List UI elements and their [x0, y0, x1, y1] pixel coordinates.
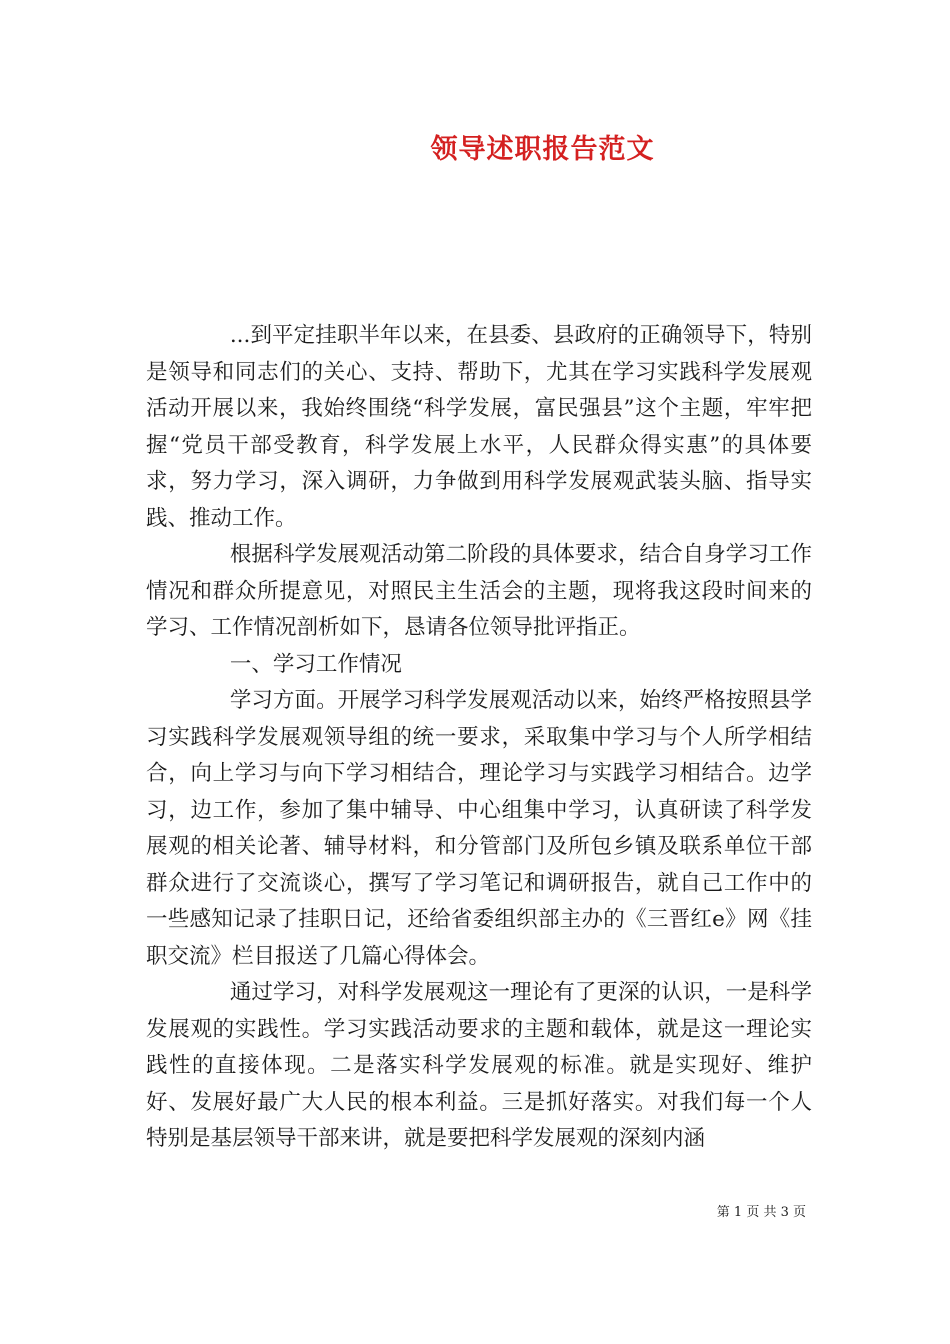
- paragraph-understanding: 通过学习，对科学发展观这一理论有了更深的认识，一是科学发展观的实践性。学习实践活动要求的主题和载体，就是这一理论实践性的直接体现。二是落实科学发展观的标准。就是实现好、维护好、发展好最广大人民的根本利益。三是抓好落实。对我们每一个人特别是基层领导干部来讲，就是要把科学发展观的深刻内涵: [146, 980, 812, 1151]
- document-body: [146, 318, 812, 1158]
- paragraph-purpose: 根据科学发展观活动第二阶段的具体要求，结合自身学习工作情况和群众所提意见，对照民主生活会的主题，现将我这段时间来的学习、工作情况剖析如下，恳请各位领导批评指正。: [146, 542, 812, 640]
- paragraph-study: 学习方面。开展学习科学发展观活动以来，始终严格按照县学习实践科学发展观领导组的统一要求，采取集中学习与个人所学相结合，向上学习与向下学习相结合，理论学习与实践学习相结合。边学习，边工作，参加了集中辅导、中心组集中学习，认真研读了科学发展观的相关论著、辅导材料，和分管部门及所包乡镇及联系单位干部群众进行了交流谈心，撰写了学习笔记和调研报告，就自己工作中的一些感知记录了挂职日记，还给省委组织部主办的《三晋红e》网《挂职交流》栏目报送了几篇心得体会。: [146, 688, 812, 969]
- page-number-footer: 第 1 页 共 3 页: [716, 1205, 806, 1220]
- section-heading: 一、学习工作情况: [229, 651, 402, 677]
- paragraph-intro: ...到平定挂职半年以来，在县委、县政府的正确领导下，特别是领导和同志们的关心、支持、帮助下，尤其在学习实践科学发展观活动开展以来，我始终围绕“科学发展，富民强县”这个主题，牢牢把握“党员干部受教育，科学发展上水平，人民群众得实惠”的具体要求，努力学习，深入调研，力争做到用科学发展观武装头脑、指导实践、推动工作。: [146, 323, 812, 531]
- document-title: 领导述职报告范文: [430, 134, 655, 165]
